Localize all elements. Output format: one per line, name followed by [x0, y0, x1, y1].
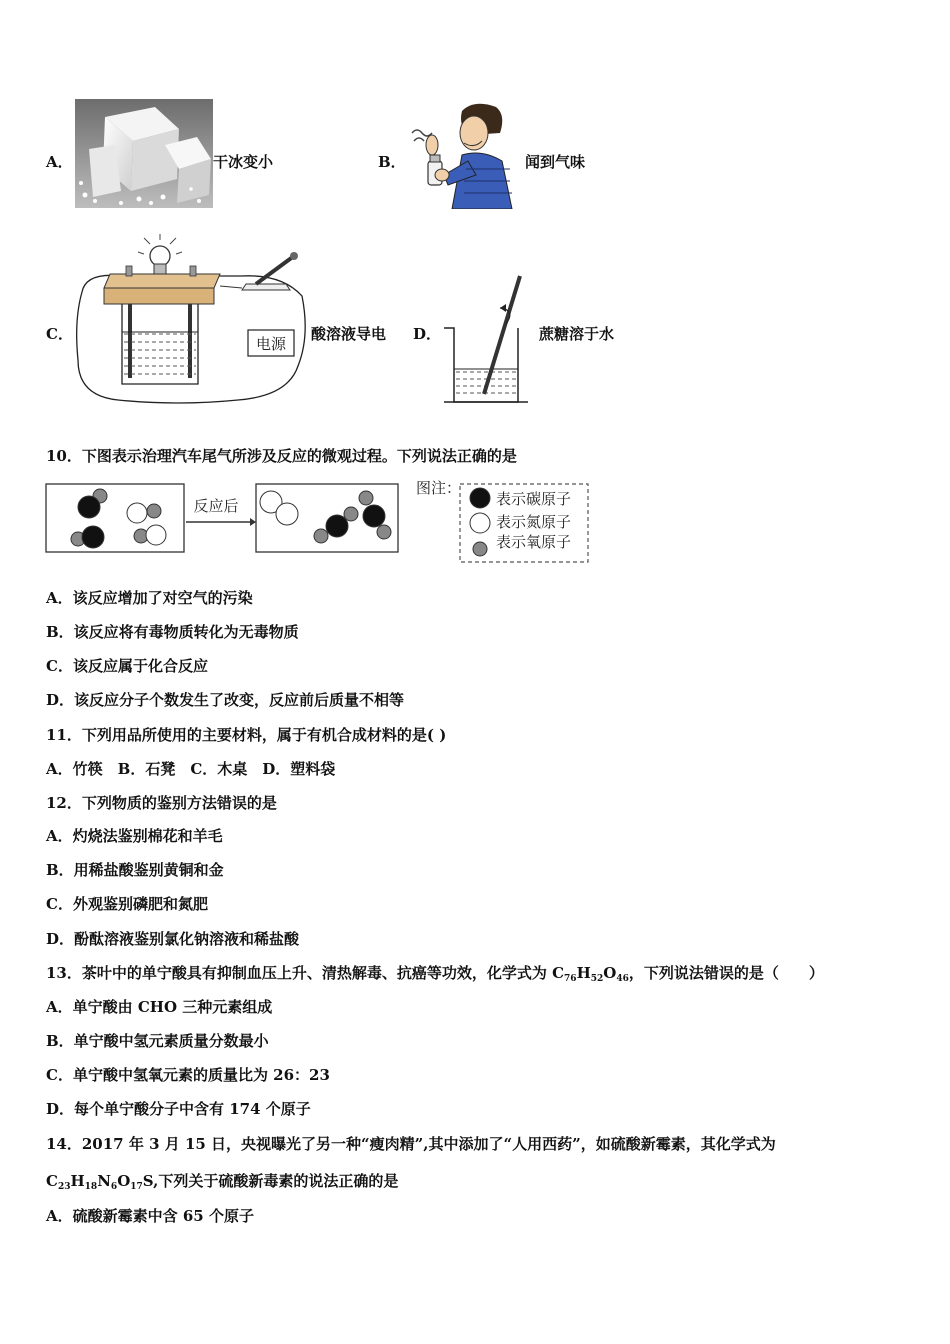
- legend-nitrogen-text: 表示氮原子: [496, 513, 572, 531]
- carbon-atom: [363, 505, 385, 527]
- q12-option-a: A．灼烧法鉴别棉花和羊毛: [46, 827, 223, 845]
- q10-stem: 10．下图表示治理汽车尾气所涉及反应的微观过程。下列说法正确的是: [46, 447, 517, 465]
- option-c-text: 酸溶液导电: [311, 325, 387, 343]
- q13-option-b: B．单宁酸中氢元素质量分数最小: [46, 1032, 269, 1050]
- dry-ice-photo: [75, 99, 213, 208]
- q14-stem-line2: $C_{23}H_{18}N_6O_{17}S$,下列关于硫酸新毒素的说法正确的是: [46, 1172, 399, 1192]
- reaction-diagram: [44, 478, 594, 568]
- option-a-text: 干冰变小: [213, 153, 274, 171]
- power-source-label: 电源: [255, 335, 287, 353]
- legend-oxygen-icon: [473, 542, 487, 556]
- q10-option-c: C．该反应属于化合反应: [46, 657, 208, 675]
- legend-carbon-icon: [470, 488, 490, 508]
- q12-option-c: C．外观鉴别磷肥和氮肥: [46, 895, 208, 913]
- q10-option-a: A．该反应增加了对空气的污染: [46, 589, 253, 607]
- q13-option-c: C．单宁酸中氢氧元素的质量比为 26：23: [46, 1066, 330, 1084]
- legend-carbon-text: 表示碳原子: [496, 490, 572, 508]
- q12-option-d: D．酚酞溶液鉴别氯化钠溶液和稀盐酸: [46, 930, 300, 948]
- q13-stem: 13．茶叶中的单宁酸具有抑制血压上升、清热解毒、抗癌等功效，化学式为 $C_{76}H_{52}O_{46}$，下列说法错误的是（ ）: [46, 964, 824, 984]
- oxygen-atom: [147, 504, 161, 518]
- legend-nitrogen-icon: [470, 513, 490, 533]
- q14-stem-line1: 14．2017 年 3 月 15 日，央视曝光了另一种“瘦肉精”,其中添加了“人用西药”，如硫酸新霉素，其化学式为: [46, 1135, 776, 1153]
- oxygen-atom: [377, 525, 391, 539]
- option-a-letter: A．: [46, 153, 73, 171]
- nitrogen-atom: [127, 503, 147, 523]
- q12-option-b: B．用稀盐酸鉴别黄铜和金: [46, 861, 224, 879]
- carbon-atom: [326, 515, 348, 537]
- option-b-text: 闻到气味: [525, 153, 586, 171]
- q11-options: A．竹筷 B．石凳 C．木桌 D．塑料袋: [46, 760, 336, 778]
- q11-stem: 11．下列用品所使用的主要材料，属于有机合成材料的是( ): [46, 726, 447, 744]
- option-d-text: 蔗糖溶于水: [539, 325, 615, 343]
- reaction-arrow-label: 反应后: [193, 497, 239, 515]
- beaker-stirring-figure: [440, 272, 532, 406]
- carbon-atom: [82, 526, 104, 548]
- legend-oxygen-text: 表示氧原子: [496, 533, 572, 551]
- q12-stem: 12．下列物质的鉴别方法错误的是: [46, 794, 277, 812]
- q13-option-d: D．每个单宁酸分子中含有 174 个原子: [46, 1100, 311, 1118]
- option-d-letter: D．: [413, 325, 442, 343]
- oxygen-atom: [344, 507, 358, 521]
- option-c-letter: C．: [46, 325, 73, 343]
- nitrogen-atom: [146, 525, 166, 545]
- q10-option-d: D．该反应分子个数发生了改变，反应前后质量不相等: [46, 691, 405, 709]
- oxygen-atom: [359, 491, 373, 505]
- legend-title: 图注：: [416, 479, 462, 497]
- oxygen-atom: [314, 529, 328, 543]
- option-b-letter: B．: [378, 153, 406, 171]
- q13-option-a: A．单宁酸由 CHO 三种元素组成: [46, 998, 273, 1016]
- carbon-atom: [78, 496, 100, 518]
- q14-option-a: A．硫酸新霉素中含 65 个原子: [46, 1207, 254, 1225]
- boy-smelling-figure: [402, 99, 522, 209]
- conductivity-apparatus: [72, 232, 310, 404]
- nitrogen-atom: [276, 503, 298, 525]
- q10-option-b: B．该反应将有毒物质转化为无毒物质: [46, 623, 299, 641]
